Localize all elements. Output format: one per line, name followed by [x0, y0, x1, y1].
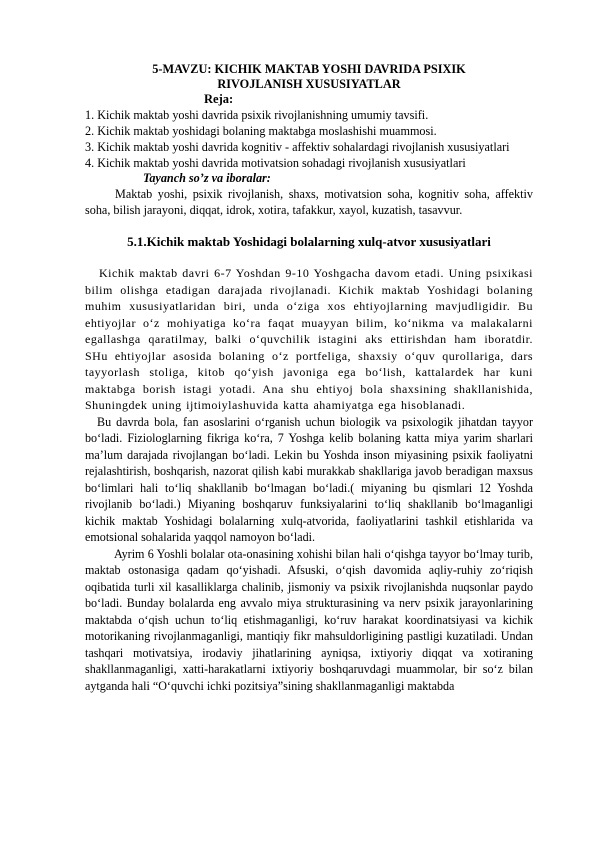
plan-item-3: 3. Kichik maktab yoshi davrida kognitiv - affektiv sohalardagi rivojlanish xususiyatlari	[85, 140, 510, 154]
body-paragraph-2: Bu davrda bola, fan asoslarini o‘rganish uchun biologik va psixologik jihatdan tayyor bo‘ladi. Fiziologlarning fikriga ko‘ra, 7 Yoshga kelib bolaning katta miya yarim sharlari ma’lum darajada rivojlangan bo‘ladi. Lekin bu Yoshda inson miyasining psixik faoliyatni rejalashtirish, boshqarish, nazorat qilish kabi murakkab shakllariga javob beradigan maxsus bo‘limlari hali to‘liq shakllanib bo‘lmagan bo‘ladi.( miyaning bu qismlari 12 Yoshda rivojlanib bo‘ladi.) Miyaning boshqaruv funksiyalarini to‘liq shakllanib bo‘lmaganligi kichik maktab Yoshidagi bolalarning xulq-atvorida, faoliyatlarini tashkil etishlarida va emotsional sohalarida yaqqol namoyon bo‘ladi.	[85, 414, 533, 544]
document-page	[85, 62, 533, 694]
body-paragraph-3: Ayrim 6 Yoshli bolalar ota-onasining xohishi bilan hali o‘qishga tayyor bo‘lmay turib, maktab ostonasiga qadam qo‘yishadi. Afsuski, o‘qish davomida aqliy-ruhiy zo‘riqish oqibatida turli xil kasalliklarga chalinib, jismoniy va psixik rivojlanishda nuqsonlar paydo bo‘ladi. Bunday bolalarda eng avvalo miya strukturasining va nerv psixik jarayonlarining maktabda o‘qish uchun to‘liq etishmaganligi, ko‘ruv harakat koordinatsiyasi va kichik motorikaning rivojlanmaganligi, mantiqiy fikr mahsuldorligining pastligi kuzatiladi. Undan tashqari motivatsiya, irodaviy jihatlarining ayniqsa, ixtiyoriy diqqat va xotiraning shakllanmaganligi, xatti-harakatlarni ixtiyoriy boshqaruvdagi muammolar, bir so‘z bilan aytganda hali “O‘quvchi ichki pozitsiya”sining shakllanmaganligi maktabda	[85, 546, 533, 693]
plan-list	[85, 107, 533, 171]
plan-item-2: 2. Kichik maktab yoshidagi bolaning maktabga moslashishi muammosi.	[85, 124, 437, 138]
title-line-2: RIVOJLANISH XUSUSIYATLAR	[217, 77, 401, 91]
keywords-text: Maktab yoshi, psixik rivojlanish, shaxs, motivatsion soha, kognitiv soha, affektiv soha, bilish jarayoni, diqqat, idrok, xotira, tafakkur, xayol, kuzatish, tasavvur.	[85, 187, 533, 217]
keywords-heading: Tayanch so’z va iboralar:	[143, 171, 271, 185]
plan-item-1: 1. Kichik maktab yoshi davrida psixik rivojlanishning umumiy tavsifi.	[85, 108, 429, 122]
plan-heading: Reja:	[204, 92, 234, 106]
plan-item-4: 4. Kichik maktab yoshi davrida motivatsion sohadagi rivojlanish xususiyatlari	[85, 156, 466, 170]
section-title: 5.1.Kichik maktab Yoshidagi bolalarning xulq-atvor xususiyatlari	[127, 234, 491, 249]
page-title	[85, 62, 533, 92]
body-paragraph-1: Kichik maktab davri 6-7 Yoshdan 9-10 Yoshgacha davom etadi. Uning psixikasi bilim olishga etadigan darajada rivojlanadi. Kichik maktab Yoshidagi bolaning muhim xususiyatlaridan biri, unda o‘ziga xos ehtiyojlarning mavjudligidir. Bu ehtiyojlar o‘z mohiyatiga ko‘ra faqat muayyan bilim, ko‘nikma va malakalarni egallashga qaratilmay, balki o‘quvchilik istagini aks ettirishdan ham iboratdir. SHu ehtiyojlar asosida bolaning o‘z portfeliga, shaxsiy o‘quv qurollariga, dars tayyorlash stoliga, kitob qo‘yish javoniga ega bo‘lish, kattalardek har kuni maktabga borish istagi yotadi. Ana shu ehtiyoj bola shaxsining shakllanishida, Shuningdek uning ijtimoiylashuvida katta ahamiyatga ega hisoblanadi.	[85, 266, 533, 412]
title-line-1: 5-MAVZU: KICHIK MAKTAB YOSHI DAVRIDA PSIXIK	[152, 62, 466, 76]
